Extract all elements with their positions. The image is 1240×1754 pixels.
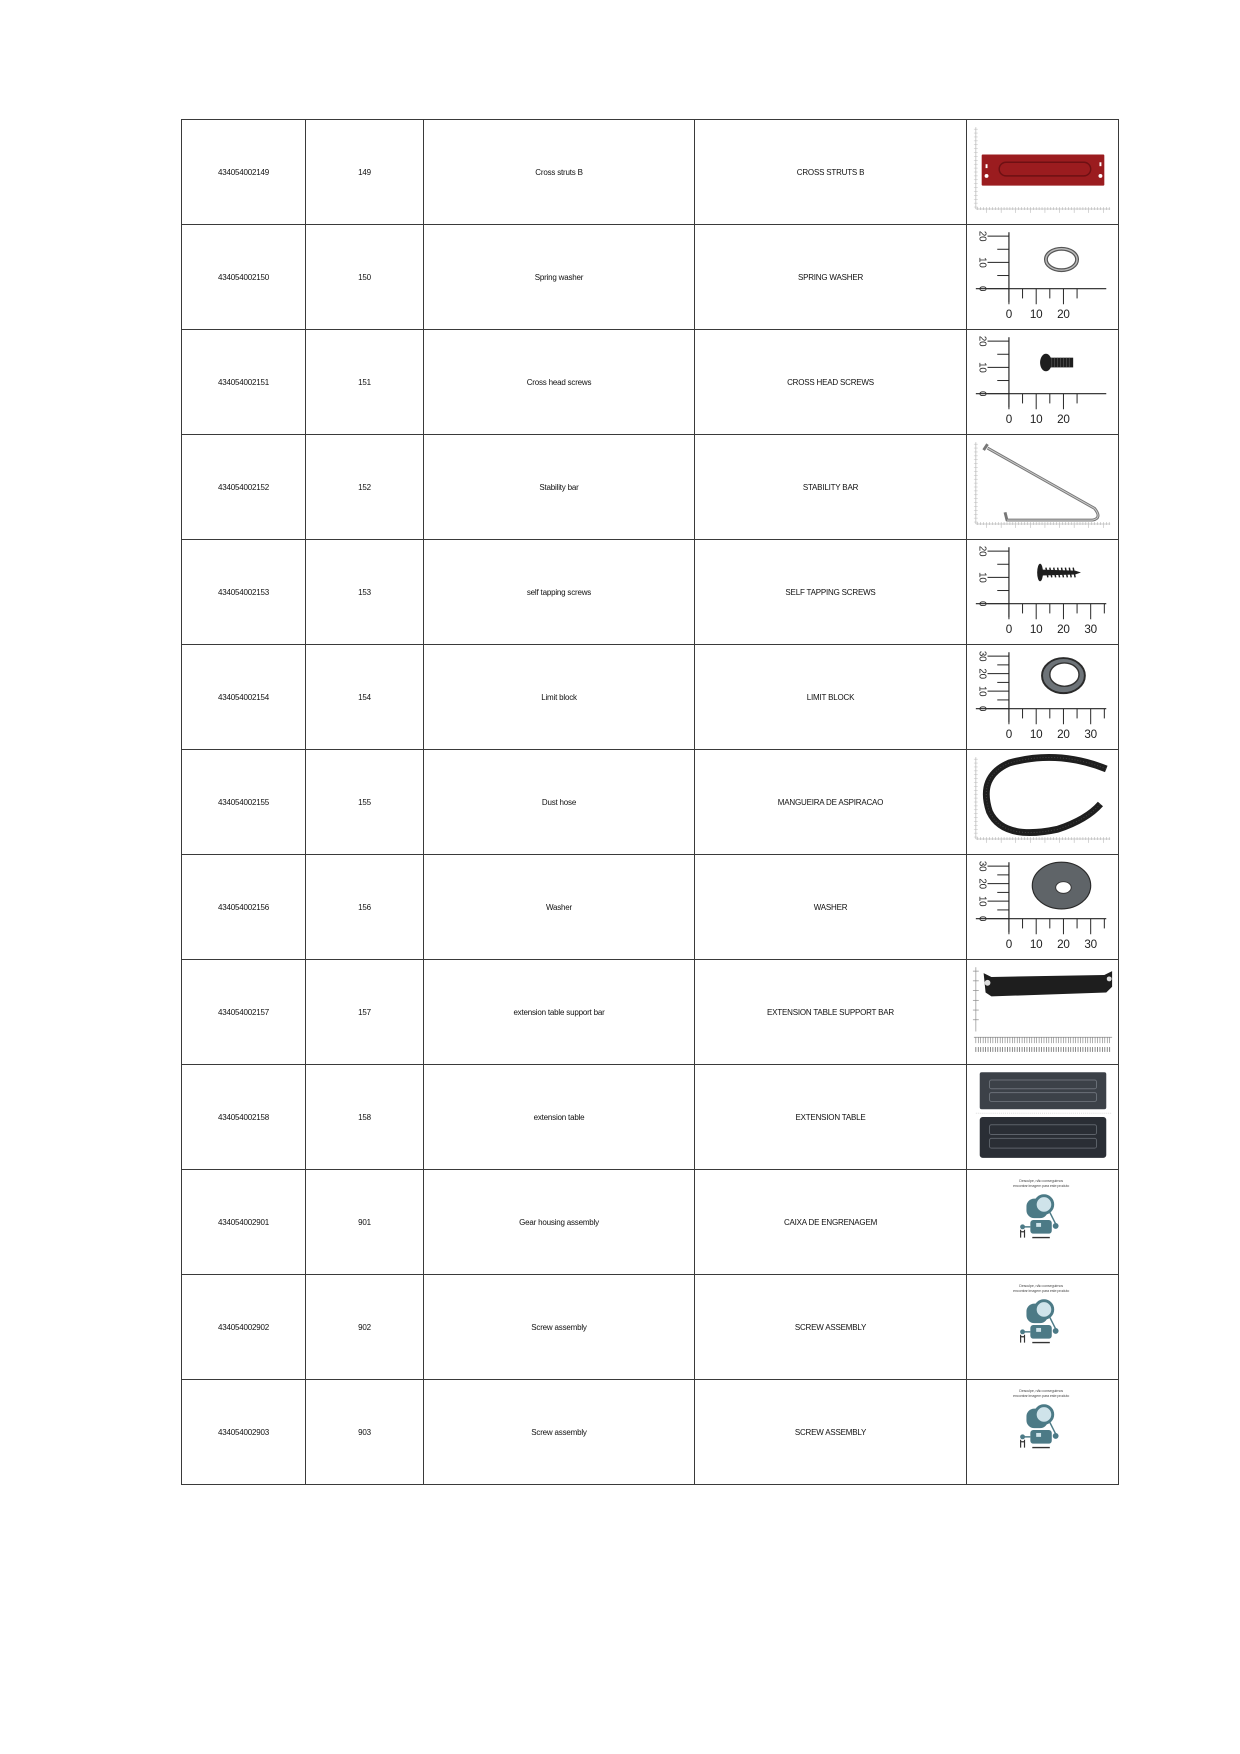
part-image-cell — [967, 1275, 1119, 1380]
part-image-cell — [967, 1380, 1119, 1485]
svg-text:10: 10 — [1029, 937, 1042, 951]
description-english: Stability bar — [424, 435, 695, 540]
position-number: 152 — [306, 435, 424, 540]
svg-text:30: 30 — [976, 860, 988, 872]
description-local: SCREW ASSEMBLY — [695, 1275, 967, 1380]
part-image-cell — [967, 855, 1119, 960]
part-image-cell — [967, 225, 1119, 330]
red-bar-photo — [967, 122, 1118, 222]
description-local: WASHER — [695, 855, 967, 960]
table-row — [182, 330, 1119, 435]
svg-text:encontrar imagem para este pro: encontrar imagem para este produto — [1012, 1287, 1069, 1293]
description-local: CROSS HEAD SCREWS — [695, 330, 967, 435]
dust-hose-photo — [967, 752, 1118, 852]
svg-text:20: 20 — [976, 878, 988, 889]
description-english: Screw assembly — [424, 1275, 695, 1380]
svg-text:10: 10 — [976, 257, 988, 268]
part-image-cell — [967, 960, 1119, 1065]
svg-text:20: 20 — [1056, 622, 1070, 636]
svg-text:10: 10 — [1029, 727, 1042, 741]
part-image-cell — [967, 1065, 1119, 1170]
position-number: 151 — [306, 330, 424, 435]
description-english: Limit block — [424, 645, 695, 750]
part-image-cell — [967, 1170, 1119, 1275]
svg-text:20: 20 — [976, 668, 988, 679]
svg-text:30: 30 — [1083, 937, 1097, 951]
position-number: 154 — [306, 645, 424, 750]
parts-table — [181, 119, 1119, 1485]
table-row — [182, 120, 1119, 225]
description-english: extension table support bar — [424, 960, 695, 1065]
table-row — [182, 645, 1119, 750]
position-number: 153 — [306, 540, 424, 645]
description-english: Screw assembly — [424, 1380, 695, 1485]
svg-text:20: 20 — [1056, 727, 1070, 741]
description-local: SELF TAPPING SCREWS — [695, 540, 967, 645]
part-code: 434054002158 — [182, 1065, 306, 1170]
svg-text:20: 20 — [1056, 307, 1070, 321]
part-image-cell — [967, 435, 1119, 540]
svg-text:encontrar imagem para este pro: encontrar imagem para este produto — [1012, 1182, 1069, 1188]
svg-text:10: 10 — [1029, 307, 1042, 321]
table-row — [182, 1170, 1119, 1275]
description-english: Dust hose — [424, 750, 695, 855]
table-row — [182, 960, 1119, 1065]
svg-text:20: 20 — [1056, 412, 1070, 426]
description-local: SCREW ASSEMBLY — [695, 1380, 967, 1485]
part-code: 434054002151 — [182, 330, 306, 435]
description-english: Washer — [424, 855, 695, 960]
part-code: 434054002152 — [182, 435, 306, 540]
description-english: self tapping screws — [424, 540, 695, 645]
svg-text:0: 0 — [1005, 937, 1012, 951]
svg-text:20: 20 — [976, 335, 988, 347]
svg-text:0: 0 — [976, 601, 988, 607]
description-local: EXTENSION TABLE — [695, 1065, 967, 1170]
svg-text:20: 20 — [976, 230, 988, 242]
no-image-placeholder — [967, 1277, 1118, 1377]
part-code: 434054002901 — [182, 1170, 306, 1275]
svg-text:0: 0 — [1005, 727, 1012, 741]
table-row — [182, 1065, 1119, 1170]
svg-text:Desculpe, não conseguimos: Desculpe, não conseguimos — [1018, 1283, 1063, 1289]
svg-text:0: 0 — [976, 286, 988, 292]
part-code: 434054002902 — [182, 1275, 306, 1380]
svg-text:10: 10 — [976, 572, 988, 583]
support-bar-photo — [967, 962, 1118, 1062]
part-image-cell — [967, 645, 1119, 750]
svg-text:0: 0 — [1005, 412, 1012, 426]
description-english: Cross head screws — [424, 330, 695, 435]
position-number: 155 — [306, 750, 424, 855]
svg-text:0: 0 — [976, 391, 988, 397]
svg-text:10: 10 — [976, 895, 988, 907]
description-english: extension table — [424, 1065, 695, 1170]
description-local: CROSS STRUTS B — [695, 120, 967, 225]
svg-text:30: 30 — [1083, 727, 1097, 741]
limit-block-ring-photo — [967, 647, 1118, 747]
spring-washer-photo — [967, 227, 1118, 327]
svg-text:10: 10 — [1029, 622, 1042, 636]
svg-text:0: 0 — [1005, 307, 1012, 321]
svg-text:0: 0 — [1005, 622, 1012, 636]
description-local: EXTENSION TABLE SUPPORT BAR — [695, 960, 967, 1065]
svg-text:0: 0 — [976, 916, 988, 922]
part-code: 434054002155 — [182, 750, 306, 855]
part-image-cell — [967, 540, 1119, 645]
svg-text:20: 20 — [976, 545, 988, 557]
position-number: 902 — [306, 1275, 424, 1380]
table-row — [182, 1275, 1119, 1380]
table-row — [182, 225, 1119, 330]
svg-text:30: 30 — [1083, 622, 1097, 636]
part-code: 434054002153 — [182, 540, 306, 645]
part-code: 434054002149 — [182, 120, 306, 225]
part-image-cell — [967, 330, 1119, 435]
svg-text:Desculpe, não conseguimos: Desculpe, não conseguimos — [1018, 1178, 1063, 1184]
part-code: 434054002157 — [182, 960, 306, 1065]
part-code: 434054002150 — [182, 225, 306, 330]
table-row — [182, 435, 1119, 540]
svg-text:encontrar imagem para este pro: encontrar imagem para este produto — [1012, 1392, 1069, 1398]
part-image-cell — [967, 750, 1119, 855]
no-image-placeholder — [967, 1382, 1118, 1482]
description-local: STABILITY BAR — [695, 435, 967, 540]
part-code: 434054002156 — [182, 855, 306, 960]
description-local: CAIXA DE ENGRENAGEM — [695, 1170, 967, 1275]
description-local: SPRING WASHER — [695, 225, 967, 330]
part-image-cell — [967, 120, 1119, 225]
parts-table-body — [182, 120, 1119, 1485]
table-row — [182, 750, 1119, 855]
svg-text:30: 30 — [976, 650, 988, 662]
position-number: 158 — [306, 1065, 424, 1170]
stability-bar-photo — [967, 437, 1118, 537]
part-code: 434054002903 — [182, 1380, 306, 1485]
description-english: Spring washer — [424, 225, 695, 330]
no-image-placeholder — [967, 1172, 1118, 1272]
position-number: 157 — [306, 960, 424, 1065]
svg-text:10: 10 — [1029, 412, 1042, 426]
part-code: 434054002154 — [182, 645, 306, 750]
description-english: Cross struts B — [424, 120, 695, 225]
table-row — [182, 540, 1119, 645]
position-number: 156 — [306, 855, 424, 960]
svg-text:0: 0 — [976, 706, 988, 712]
position-number: 903 — [306, 1380, 424, 1485]
self-tapping-screw-photo — [967, 542, 1118, 642]
table-row — [182, 1380, 1119, 1485]
washer-photo — [967, 857, 1118, 957]
position-number: 901 — [306, 1170, 424, 1275]
svg-text:10: 10 — [976, 362, 988, 373]
cross-head-screw-photo — [967, 332, 1118, 432]
svg-text:10: 10 — [976, 685, 988, 697]
description-local: LIMIT BLOCK — [695, 645, 967, 750]
svg-text:Desculpe, não conseguimos: Desculpe, não conseguimos — [1018, 1388, 1063, 1394]
description-english: Gear housing assembly — [424, 1170, 695, 1275]
table-row — [182, 855, 1119, 960]
svg-text:20: 20 — [1056, 937, 1070, 951]
position-number: 150 — [306, 225, 424, 330]
description-local: MANGUEIRA DE ASPIRACAO — [695, 750, 967, 855]
position-number: 149 — [306, 120, 424, 225]
extension-table-photo — [967, 1067, 1118, 1167]
